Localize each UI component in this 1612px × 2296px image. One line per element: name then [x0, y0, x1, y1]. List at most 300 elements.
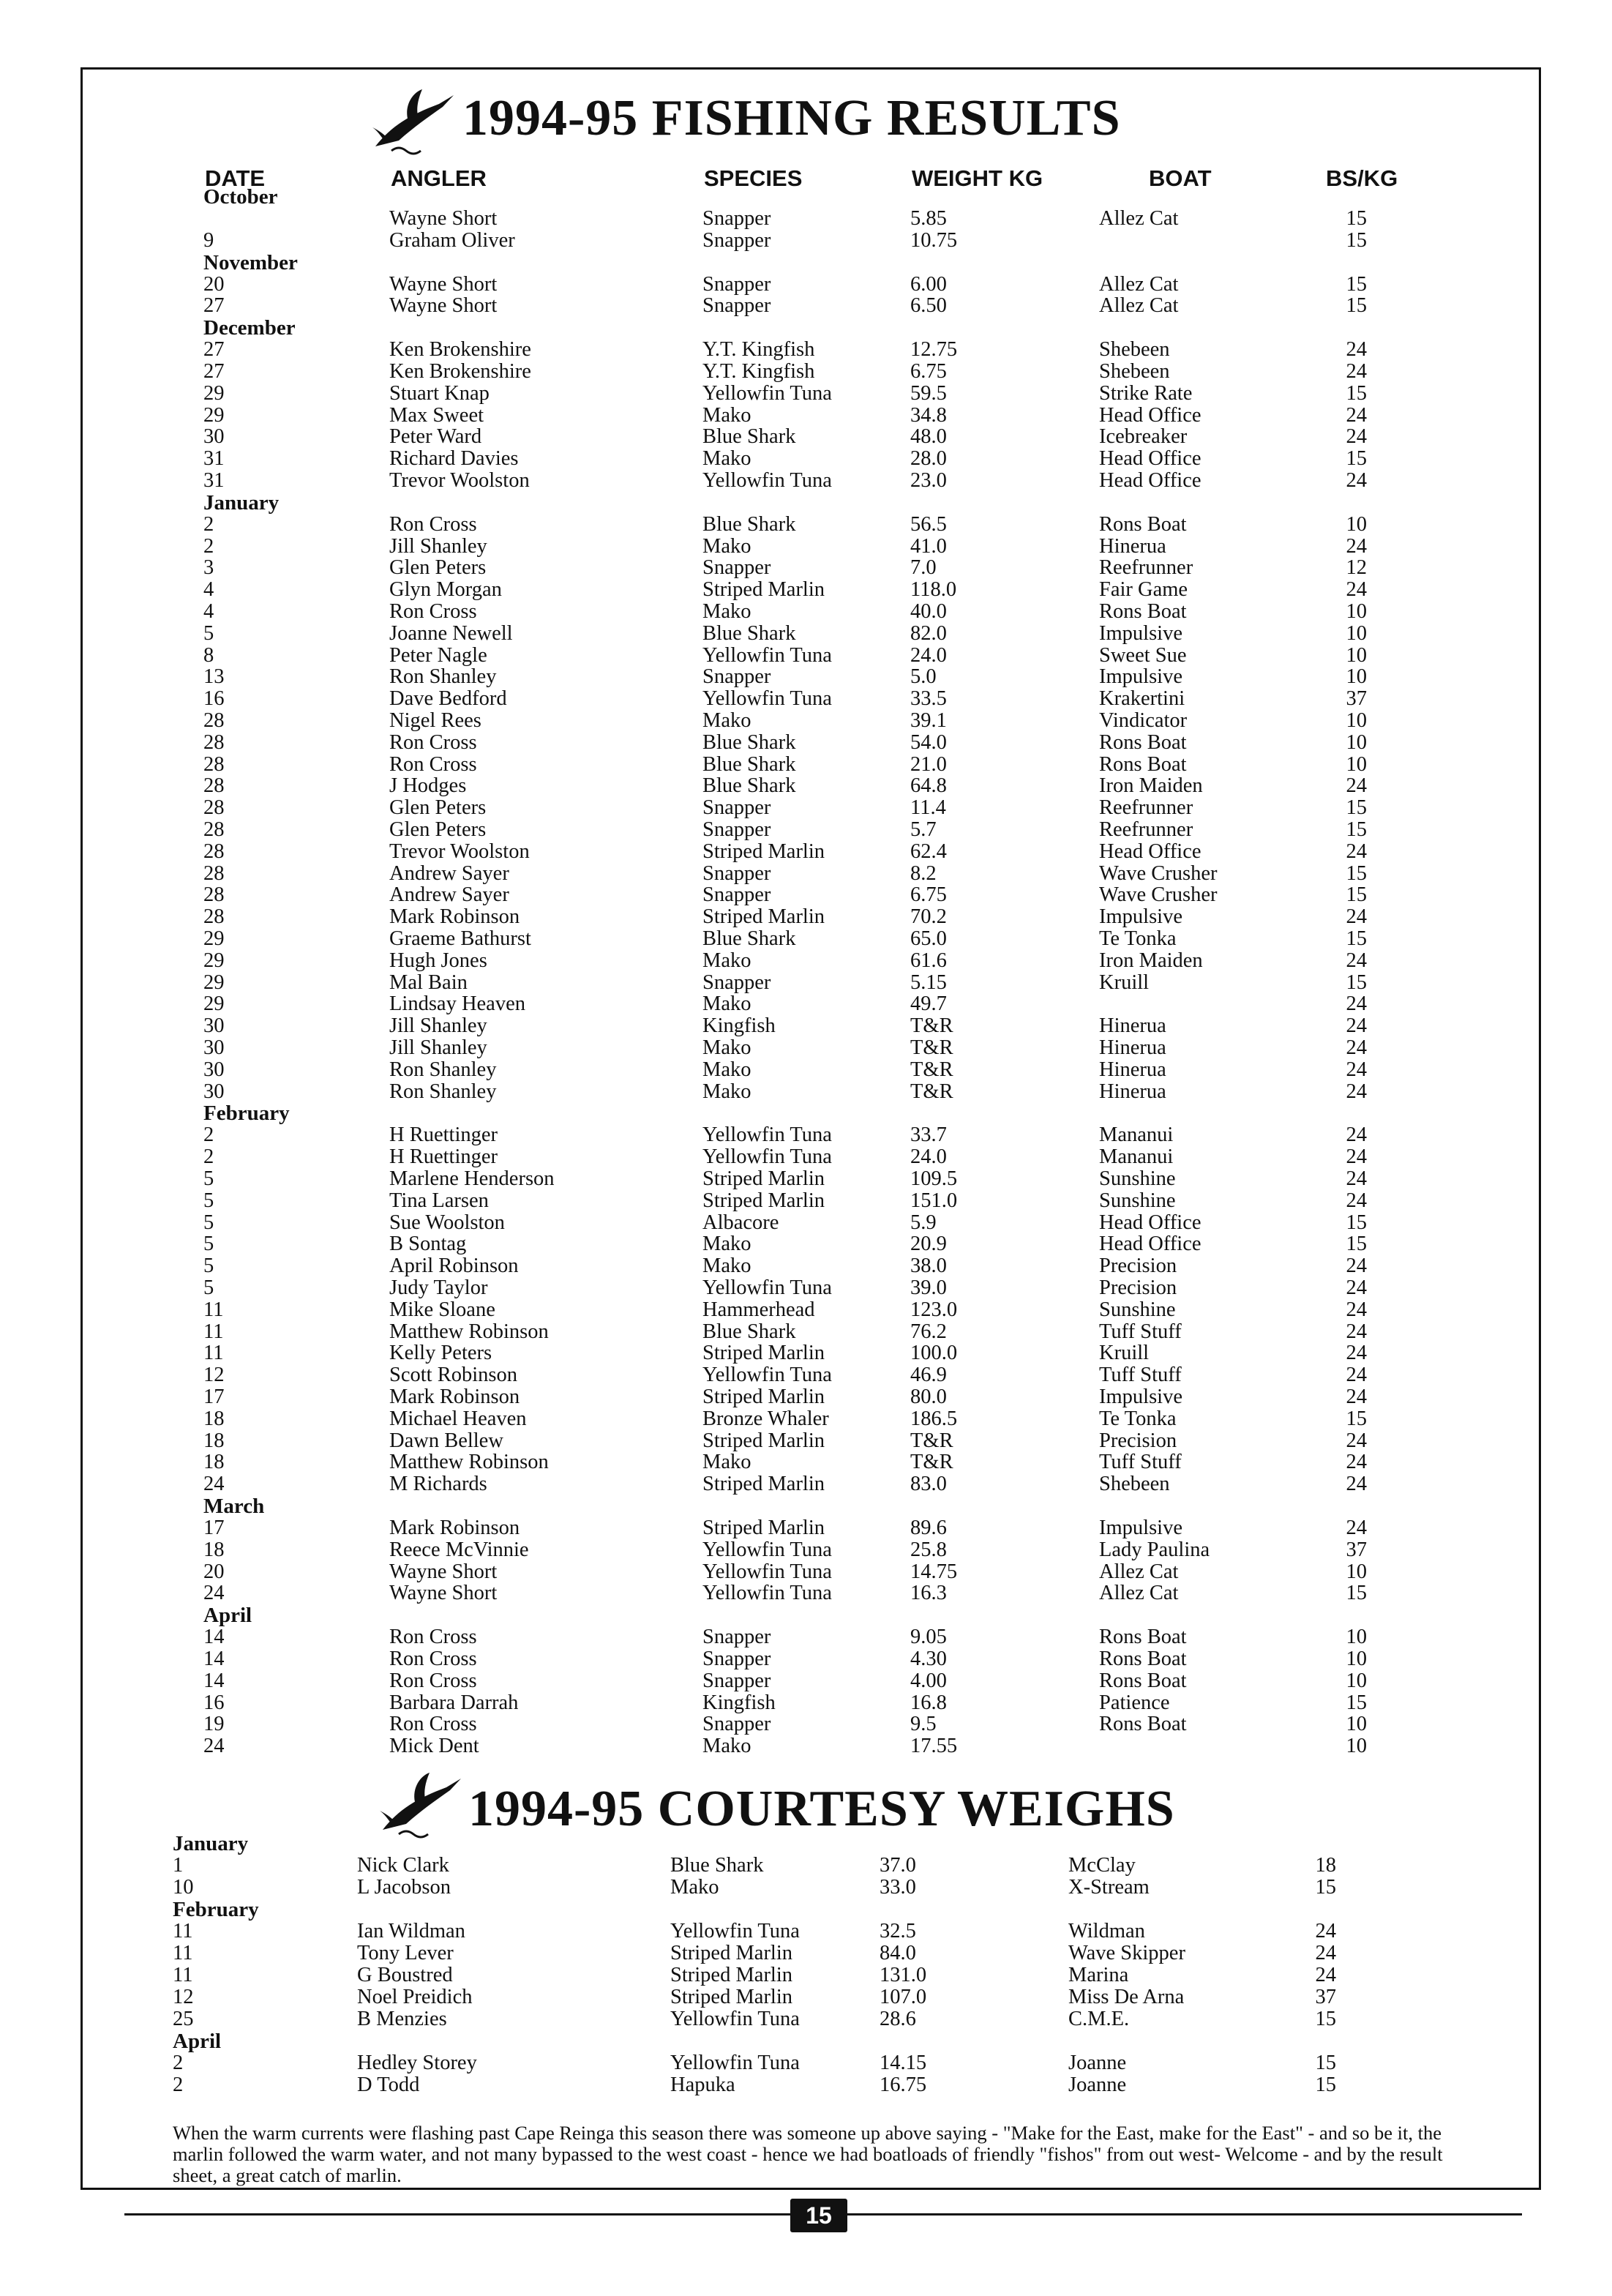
cell-bs: 24 — [1346, 905, 1367, 929]
month-heading: January — [173, 1832, 249, 1855]
table-row — [203, 1539, 1403, 1561]
cell-bs: 15 — [1346, 1691, 1367, 1714]
cell-weight: 16.8 — [910, 1691, 947, 1714]
cell-weight: 28.0 — [910, 447, 947, 471]
cell-bs: 24 — [1315, 1942, 1336, 1964]
table-row — [173, 2074, 1373, 2096]
cell-angler: Ian Wildman — [357, 1920, 465, 1942]
cell-bs: 15 — [1346, 228, 1367, 252]
cell-species: Yellowfin Tuna — [702, 1145, 832, 1169]
cell-angler: Mark Robinson — [389, 1386, 520, 1408]
cell-weight: 46.9 — [910, 1364, 947, 1387]
table-row — [203, 426, 1403, 448]
header-species: SPECIES — [704, 165, 803, 191]
table-row — [203, 623, 1403, 645]
cell-date: 20 — [203, 1560, 225, 1583]
table-row — [203, 361, 1403, 383]
table-row — [203, 754, 1403, 776]
cell-angler: L Jacobson — [357, 1876, 451, 1899]
cell-bs: 10 — [1346, 1648, 1367, 1670]
cell-boat: Allez Cat — [1099, 1582, 1179, 1605]
table-row — [173, 1986, 1373, 2008]
cell-date: 3 — [203, 556, 214, 580]
cell-species: Snapper — [702, 1626, 771, 1649]
cell-date: 29 — [203, 381, 225, 405]
cell-date: 28 — [203, 818, 225, 841]
table-row — [203, 1517, 1403, 1539]
cell-angler: Dave Bedford — [389, 687, 507, 711]
cell-angler: Marlene Henderson — [389, 1167, 555, 1190]
cell-date: 25 — [173, 2008, 194, 2030]
cell-boat: Hinerua — [1099, 1036, 1166, 1059]
cell-species: Striped Marlin — [670, 1964, 793, 1986]
table-row — [203, 797, 1403, 819]
cell-weight: 6.75 — [910, 360, 947, 383]
cell-date: 2 — [173, 2052, 184, 2074]
cell-date: 2 — [203, 1145, 214, 1169]
cell-angler: Joanne Newell — [389, 621, 513, 645]
cell-bs: 15 — [1346, 927, 1367, 950]
cell-angler: Barbara Darrah — [389, 1691, 519, 1714]
cell-species: Mako — [670, 1876, 719, 1899]
cell-weight: 24.0 — [910, 643, 947, 667]
cell-bs: 24 — [1346, 360, 1367, 383]
month-heading: February — [203, 1102, 290, 1126]
cell-boat: Rons Boat — [1099, 1626, 1187, 1649]
cell-weight: 6.50 — [910, 294, 947, 318]
table-row — [203, 1321, 1403, 1343]
cell-date: 31 — [203, 469, 225, 492]
cell-bs: 15 — [1346, 971, 1367, 994]
month-heading: November — [203, 250, 298, 274]
cell-boat: Kruill — [1099, 971, 1150, 994]
cell-boat: Precision — [1099, 1254, 1177, 1278]
cell-date: 1 — [173, 1854, 184, 1877]
cell-boat: C.M.E. — [1068, 2008, 1130, 2030]
month-heading: January — [203, 490, 280, 515]
cell-bs: 24 — [1346, 1014, 1367, 1038]
cell-bs: 10 — [1346, 709, 1367, 732]
cell-bs: 15 — [1346, 381, 1367, 405]
cell-species: Snapper — [702, 1713, 771, 1736]
cell-species: Snapper — [702, 556, 771, 580]
cell-species: Mako — [702, 709, 751, 732]
table-row — [203, 1190, 1403, 1212]
cell-bs: 24 — [1315, 1920, 1336, 1942]
cell-angler: Glen Peters — [389, 818, 487, 841]
cell-angler: B Menzies — [357, 2008, 447, 2030]
table-row — [203, 1015, 1403, 1037]
cell-angler: Hugh Jones — [389, 949, 487, 972]
table-row — [203, 950, 1403, 972]
cell-angler: Reece McVinnie — [389, 1538, 529, 1561]
cell-boat: Reefrunner — [1099, 818, 1193, 841]
cell-date: 5 — [203, 1276, 214, 1299]
cell-boat: Head Office — [1099, 1211, 1201, 1234]
cell-weight: 6.75 — [910, 883, 947, 907]
cell-angler: Mark Robinson — [389, 905, 520, 929]
cell-bs: 24 — [1346, 1342, 1367, 1365]
cell-angler: Hedley Storey — [357, 2052, 477, 2074]
cell-boat: Tuff Stuff — [1099, 1320, 1182, 1343]
cell-species: Mako — [702, 1735, 751, 1758]
cell-bs: 10 — [1346, 1626, 1367, 1649]
cell-bs: 24 — [1346, 949, 1367, 972]
cell-date: 5 — [203, 1233, 214, 1256]
cell-bs: 10 — [1346, 752, 1367, 776]
cell-boat: Impulsive — [1099, 621, 1182, 645]
cell-bs: 24 — [1346, 1123, 1367, 1147]
cell-boat: Precision — [1099, 1429, 1177, 1452]
cell-weight: 100.0 — [910, 1342, 958, 1365]
cell-boat: Impulsive — [1099, 1386, 1182, 1408]
cell-angler: Ron Shanley — [389, 1080, 497, 1103]
cell-species: Mako — [702, 949, 751, 972]
cell-bs: 37 — [1315, 1986, 1336, 2008]
cell-angler: Richard Davies — [389, 447, 519, 471]
cell-angler: Ron Cross — [389, 600, 477, 623]
cell-species: Yellowfin Tuna — [702, 687, 832, 711]
cell-weight: 70.2 — [910, 905, 947, 929]
table-row — [203, 339, 1403, 361]
cell-boat: Rons Boat — [1099, 1669, 1187, 1692]
cell-angler: Peter Ward — [389, 425, 482, 449]
table-row — [203, 579, 1403, 601]
cell-weight: 5.15 — [910, 971, 947, 994]
cell-species: Striped Marlin — [670, 1986, 793, 2008]
table-row — [203, 906, 1403, 928]
cell-angler: Mark Robinson — [389, 1517, 520, 1539]
cell-bs: 15 — [1346, 294, 1367, 318]
cell-species: Y.T. Kingfish — [702, 360, 815, 383]
cell-weight: 11.4 — [910, 796, 946, 820]
cell-weight: 23.0 — [910, 469, 947, 492]
cell-species: Snapper — [702, 228, 771, 252]
cell-bs: 15 — [1346, 207, 1367, 230]
cell-angler: Stuart Knap — [389, 381, 490, 405]
cell-boat: Te Tonka — [1099, 927, 1177, 950]
cell-species: Blue Shark — [702, 752, 796, 776]
cell-date: 31 — [203, 447, 225, 471]
cell-species: Striped Marlin — [702, 1429, 825, 1452]
cell-date: 9 — [203, 228, 214, 252]
cell-weight: 32.5 — [880, 1920, 916, 1942]
table-row — [203, 1233, 1403, 1255]
cell-boat: Hinerua — [1099, 1014, 1166, 1038]
table-row — [203, 448, 1403, 470]
cell-bs: 24 — [1346, 403, 1367, 427]
cell-boat: Sunshine — [1099, 1298, 1176, 1321]
cell-species: Kingfish — [702, 1691, 776, 1714]
cell-date: 27 — [203, 294, 225, 318]
cell-boat: Impulsive — [1099, 665, 1182, 689]
cell-bs: 37 — [1346, 687, 1367, 711]
cell-species: Snapper — [702, 1669, 771, 1692]
cell-date: 11 — [173, 1942, 193, 1964]
cell-bs: 15 — [1346, 818, 1367, 841]
cell-boat: Head Office — [1099, 1233, 1201, 1256]
cell-weight: T&R — [910, 1036, 953, 1059]
cell-date: 2 — [203, 534, 214, 558]
table-row — [203, 1408, 1403, 1430]
cell-species: Striped Marlin — [702, 1189, 825, 1212]
cell-date: 16 — [203, 687, 225, 711]
cell-species: Yellowfin Tuna — [670, 2008, 800, 2030]
cell-angler: H Ruettinger — [389, 1123, 498, 1147]
month-heading: April — [203, 1604, 252, 1628]
table-row — [203, 1168, 1403, 1190]
cell-boat: Allez Cat — [1099, 1560, 1179, 1583]
cell-date: 28 — [203, 796, 225, 820]
cell-angler: Tony Lever — [357, 1942, 454, 1964]
cell-date: 24 — [203, 1735, 225, 1758]
cell-boat: Allez Cat — [1099, 207, 1179, 230]
table-row — [203, 230, 1403, 252]
cell-angler: Glen Peters — [389, 796, 487, 820]
table-row — [203, 1037, 1403, 1059]
table-row — [203, 1626, 1403, 1648]
cell-weight: 33.7 — [910, 1123, 947, 1147]
cell-boat: Reefrunner — [1099, 796, 1193, 820]
table-row — [203, 470, 1403, 492]
cell-date: 29 — [203, 992, 225, 1016]
cell-angler: Peter Nagle — [389, 643, 487, 667]
cell-boat: X-Stream — [1068, 1876, 1150, 1899]
table-row — [173, 1964, 1373, 1986]
table-row — [203, 928, 1403, 950]
cell-date: 18 — [203, 1407, 225, 1430]
cell-date: 4 — [203, 578, 214, 602]
cell-species: Yellowfin Tuna — [702, 381, 832, 405]
header-bs: BS/KG — [1326, 165, 1398, 191]
cell-boat: Rons Boat — [1099, 730, 1187, 754]
cell-boat: Joanne — [1068, 2073, 1127, 2096]
cell-angler: Andrew Sayer — [389, 861, 509, 885]
table-row — [203, 1713, 1403, 1735]
cell-bs: 24 — [1346, 1298, 1367, 1321]
cell-angler: Nick Clark — [357, 1854, 449, 1877]
cell-species: Snapper — [702, 665, 771, 689]
cell-date: 28 — [203, 752, 225, 776]
cell-boat: Rons Boat — [1099, 1648, 1187, 1670]
cell-bs: 15 — [1346, 1211, 1367, 1234]
cell-weight: 34.8 — [910, 403, 947, 427]
cell-boat: Impulsive — [1099, 1517, 1182, 1539]
table-row — [203, 1342, 1403, 1364]
cell-date: 27 — [203, 360, 225, 383]
table-row — [173, 1942, 1373, 1964]
cell-bs: 24 — [1346, 1320, 1367, 1343]
cell-bs: 10 — [1346, 643, 1367, 667]
cell-species: Yellowfin Tuna — [702, 643, 832, 667]
cell-weight: 20.9 — [910, 1233, 947, 1256]
cell-weight: 49.7 — [910, 992, 947, 1016]
cell-boat: Te Tonka — [1099, 1407, 1177, 1430]
cell-boat: Precision — [1099, 1276, 1177, 1299]
cell-weight: 5.0 — [910, 665, 937, 689]
header-boat: BOAT — [1149, 165, 1212, 191]
cell-date: 16 — [203, 1691, 225, 1714]
cell-bs: 24 — [1346, 1276, 1367, 1299]
marlin-icon — [377, 1765, 465, 1839]
cell-angler: Wayne Short — [389, 1560, 498, 1583]
cell-boat: Miss De Arna — [1068, 1986, 1185, 2008]
cell-date: 27 — [203, 338, 225, 362]
table-row — [203, 274, 1403, 296]
table-row — [203, 383, 1403, 405]
table-row — [203, 884, 1403, 906]
cell-species: Snapper — [702, 796, 771, 820]
cell-weight: 38.0 — [910, 1254, 947, 1278]
cell-species: Mako — [702, 403, 751, 427]
cell-boat: Rons Boat — [1099, 600, 1187, 623]
cell-species: Striped Marlin — [702, 1167, 825, 1190]
cell-boat: Wave Crusher — [1099, 861, 1218, 885]
cell-date: 5 — [203, 621, 214, 645]
cell-date: 2 — [173, 2073, 184, 2096]
cell-species: Snapper — [702, 861, 771, 885]
cell-weight: 14.15 — [880, 2052, 927, 2074]
cell-bs: 15 — [1346, 861, 1367, 885]
table-row — [203, 536, 1403, 558]
cell-species: Striped Marlin — [702, 1342, 825, 1365]
cell-bs: 24 — [1346, 1254, 1367, 1278]
cell-bs: 15 — [1315, 2052, 1336, 2074]
cell-date: 29 — [203, 927, 225, 950]
cell-species: Mako — [702, 1451, 751, 1474]
cell-bs: 24 — [1346, 1429, 1367, 1452]
table-row — [203, 993, 1403, 1015]
table-row — [203, 1212, 1403, 1234]
cell-angler: Mal Bain — [389, 971, 468, 994]
cell-boat: Sunshine — [1099, 1167, 1176, 1190]
cell-species: Mako — [702, 534, 751, 558]
cell-bs: 24 — [1346, 1058, 1367, 1081]
cell-angler: B Sontag — [389, 1233, 467, 1256]
cell-weight: 59.5 — [910, 381, 947, 405]
cell-boat: Lady Paulina — [1099, 1538, 1210, 1561]
cell-bs: 15 — [1315, 1876, 1336, 1899]
cell-species: Mako — [702, 1080, 751, 1103]
cell-date: 30 — [203, 1058, 225, 1081]
cell-bs: 24 — [1346, 1145, 1367, 1169]
table-row — [203, 295, 1403, 317]
cell-species: Y.T. Kingfish — [702, 338, 815, 362]
cell-weight: 7.0 — [910, 556, 937, 580]
cell-date: 11 — [203, 1298, 224, 1321]
cell-species: Snapper — [702, 883, 771, 907]
cell-bs: 10 — [1346, 1735, 1367, 1758]
cell-boat: Shebeen — [1099, 360, 1170, 383]
cell-weight: 39.1 — [910, 709, 947, 732]
cell-boat: Marina — [1068, 1964, 1129, 1986]
cell-weight: 41.0 — [910, 534, 947, 558]
cell-date: 5 — [203, 1189, 214, 1212]
table-row — [203, 1561, 1403, 1583]
table-row — [203, 1430, 1403, 1452]
cell-bs: 24 — [1346, 338, 1367, 362]
cell-bs: 24 — [1346, 840, 1367, 863]
cell-date: 13 — [203, 665, 225, 689]
cell-angler: Nigel Rees — [389, 709, 481, 732]
cell-bs: 24 — [1346, 1036, 1367, 1059]
cell-weight: 131.0 — [880, 1964, 927, 1986]
cell-angler: Michael Heaven — [389, 1407, 527, 1430]
cell-date: 14 — [203, 1648, 225, 1670]
cell-species: Mako — [702, 600, 751, 623]
cell-weight: 107.0 — [880, 1986, 927, 2008]
cell-date: 11 — [173, 1964, 193, 1986]
cell-boat: Shebeen — [1099, 1473, 1170, 1496]
table-row — [203, 1277, 1403, 1299]
cell-date: 18 — [203, 1538, 225, 1561]
cell-species: Blue Shark — [702, 1320, 796, 1343]
cell-date: 11 — [203, 1342, 224, 1365]
cell-bs: 10 — [1346, 512, 1367, 536]
cell-boat: Mananui — [1099, 1123, 1174, 1147]
cell-weight: 84.0 — [880, 1942, 916, 1964]
table-row — [203, 1670, 1403, 1692]
cell-angler: Scott Robinson — [389, 1364, 517, 1387]
table-row — [203, 1473, 1403, 1495]
cell-boat: Head Office — [1099, 469, 1201, 492]
cell-date: 29 — [203, 971, 225, 994]
cell-bs: 12 — [1346, 556, 1367, 580]
marlin-icon — [370, 82, 457, 155]
cell-boat: Iron Maiden — [1099, 774, 1203, 798]
cell-weight: 80.0 — [910, 1386, 947, 1408]
cell-species: Striped Marlin — [702, 840, 825, 863]
cell-date: 17 — [203, 1386, 225, 1408]
cell-species: Hapuka — [670, 2073, 735, 2096]
cell-weight: 10.75 — [910, 228, 958, 252]
cell-date: 28 — [203, 840, 225, 863]
cell-bs: 15 — [1346, 1407, 1367, 1430]
cell-angler: Ron Shanley — [389, 1058, 497, 1081]
cell-weight: 39.0 — [910, 1276, 947, 1299]
table-row — [173, 1921, 1373, 1942]
cell-species: Snapper — [702, 1648, 771, 1670]
cell-bs: 15 — [1315, 2073, 1336, 2096]
cell-bs: 24 — [1346, 1364, 1367, 1387]
cell-weight: 62.4 — [910, 840, 947, 863]
cell-date: 11 — [203, 1320, 224, 1343]
cell-boat: Icebreaker — [1099, 425, 1188, 449]
cell-weight: 37.0 — [880, 1854, 916, 1877]
cell-boat: Rons Boat — [1099, 512, 1187, 536]
cell-date: 5 — [203, 1167, 214, 1190]
cell-angler: Kelly Peters — [389, 1342, 492, 1365]
cell-bs: 24 — [1346, 1473, 1367, 1496]
cell-boat: Kruill — [1099, 1342, 1150, 1365]
cell-boat: Head Office — [1099, 403, 1201, 427]
cell-angler: Trevor Woolston — [389, 840, 530, 863]
cell-species: Yellowfin Tuna — [702, 1123, 832, 1147]
cell-species: Mako — [702, 447, 751, 471]
cell-weight: T&R — [910, 1429, 953, 1452]
table-row — [203, 710, 1403, 732]
cell-date: 18 — [203, 1451, 225, 1474]
cell-boat: Shebeen — [1099, 338, 1170, 362]
cell-weight: 4.00 — [910, 1669, 947, 1692]
cell-weight: T&R — [910, 1451, 953, 1474]
cell-bs: 24 — [1346, 425, 1367, 449]
cell-bs: 24 — [1346, 534, 1367, 558]
courtesy-title: 1994-95 COURTESY WEIGHS — [468, 1781, 1175, 1837]
cell-angler: Matthew Robinson — [389, 1451, 549, 1474]
table-row — [203, 645, 1403, 667]
cell-weight: 65.0 — [910, 927, 947, 950]
